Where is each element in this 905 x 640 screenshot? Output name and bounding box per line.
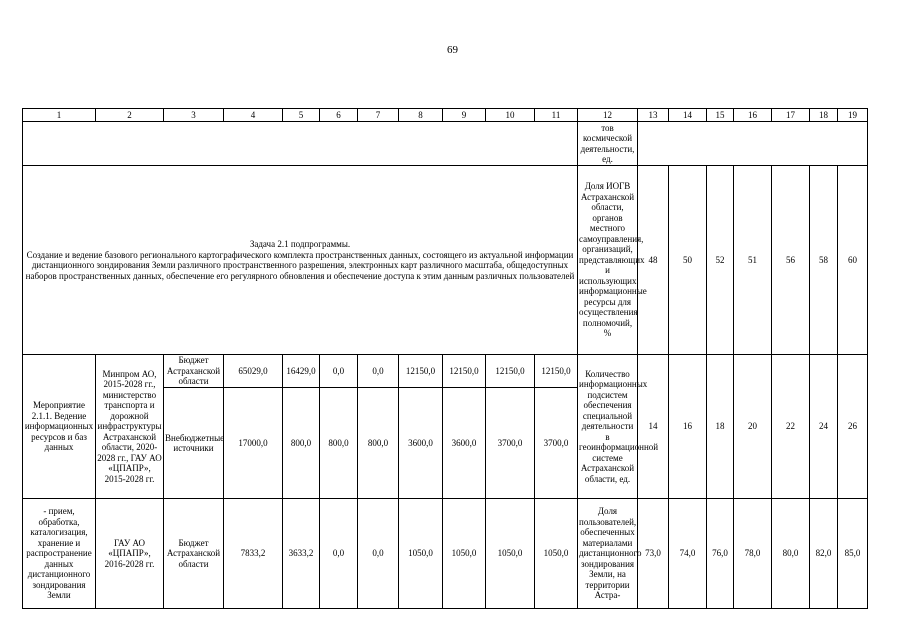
funding-value-cell: 800,0 [283,388,320,499]
funding-value-cell: 3700,0 [535,388,578,499]
funding-value-cell: 1050,0 [486,499,535,609]
task-description: Создание и ведение базового регионального картографического комплекта пространственных данных, состоящего из актуальной информации дистанционного зондирования Земли различного пространственного разрешения, электронных карт различного масштаба, общедоступных наборов пространственных данных, обеспечение его регулярного обновления и обеспечение доступа к этим данным различных пользователей [25,249,575,281]
funding-source-cell: Бюджет Астраханской области [164,355,224,388]
sub-measure-row [23,499,868,609]
col-number: 9 [443,109,486,122]
executor-cell: Минпром АО, 2015-2028 гг., министерство транспорта и дорожной инфраструктуры Астраханской области, 2020-2028 гг., ГАУ АО «ЦПАПР», 2015-2028 гг. [96,355,164,499]
value-cell: 16 [669,355,707,499]
value-cell: 24 [810,355,838,499]
value-cell: 80,0 [772,499,810,609]
funding-value-cell: 3700,0 [486,388,535,499]
funding-value-cell: 3600,0 [399,388,443,499]
executor-cell: ГАУ АО «ЦПАПР», 2016-2028 гг. [96,499,164,609]
sub-measure-name-cell: - прием, обработка, каталогизация, хранение и распространение данных дистанционного зондирования Земли [23,499,96,609]
indicator-cell: тов космической деятельности, ед. [578,122,638,166]
col-number: 15 [707,109,734,122]
funding-value-cell: 800,0 [358,388,399,499]
funding-value-cell: 3600,0 [443,388,486,499]
col-number: 1 [23,109,96,122]
value-cell: 52 [707,166,734,355]
measure-row-regional-budget [23,355,868,388]
funding-value-cell: 12150,0 [443,355,486,388]
col-number: 14 [669,109,707,122]
value-cell: 20 [734,355,772,499]
indicator-cell: Доля пользователей, обеспеченных материалами дистанционного зондирования Земли, на территории Астра- [578,499,638,609]
page-number: 69 [447,44,458,56]
funding-source-cell: Бюджет Астраханской области [164,499,224,609]
funding-value-cell: 0,0 [358,499,399,609]
value-cell: 73,0 [638,499,669,609]
col-number: 5 [283,109,320,122]
task-cell [23,166,578,355]
col-number: 2 [96,109,164,122]
value-cell: 85,0 [838,499,868,609]
program-table [22,108,868,609]
value-cell: 51 [734,166,772,355]
funding-value-cell: 16429,0 [283,355,320,388]
funding-value-cell: 17000,0 [224,388,283,499]
funding-value-cell: 0,0 [320,499,358,609]
task-row [23,166,868,355]
funding-source-cell: Внебюджетные источники [164,388,224,499]
funding-value-cell: 12150,0 [399,355,443,388]
funding-value-cell: 800,0 [320,388,358,499]
value-cell: 22 [772,355,810,499]
value-cell: 50 [669,166,707,355]
value-cell: 76,0 [707,499,734,609]
col-number: 4 [224,109,283,122]
measure-name-cell: Мероприятие 2.1.1. Ведение информационных ресурсов и баз данных [23,355,96,499]
continued-row [23,122,868,166]
col-number: 3 [164,109,224,122]
col-number: 6 [320,109,358,122]
indicator-cell: Количество информационных подсистем обеспечения специальной деятельности в геоинформационной системе Астраханской области, ед. [578,355,638,499]
funding-value-cell: 0,0 [320,355,358,388]
col-number: 17 [772,109,810,122]
value-cell: 18 [707,355,734,499]
col-number: 12 [578,109,638,122]
funding-value-cell: 12150,0 [535,355,578,388]
col-number: 13 [638,109,669,122]
value-cell: 14 [638,355,669,499]
indicator-cell: Доля ИОГВ Астраханской области, органов местного самоуправления, организаций, представляющих и использующих информационные ресурсы для осуществления полномочий, % [578,166,638,355]
col-number: 10 [486,109,535,122]
blank-cell [23,122,578,166]
task-title: Задача 2.1 подпрограммы. [249,239,351,249]
col-number: 8 [399,109,443,122]
col-number: 11 [535,109,578,122]
funding-value-cell: 7833,2 [224,499,283,609]
funding-value-cell: 0,0 [358,355,399,388]
value-cell: 74,0 [669,499,707,609]
value-cell: 78,0 [734,499,772,609]
funding-value-cell: 65029,0 [224,355,283,388]
funding-value-cell: 12150,0 [486,355,535,388]
column-number-row [23,109,868,122]
value-cell: 26 [838,355,868,499]
value-cell: 60 [838,166,868,355]
blank-cell [638,122,868,166]
funding-value-cell: 1050,0 [399,499,443,609]
value-cell: 56 [772,166,810,355]
col-number: 18 [810,109,838,122]
value-cell: 48 [638,166,669,355]
funding-value-cell: 3633,2 [283,499,320,609]
value-cell: 58 [810,166,838,355]
col-number: 16 [734,109,772,122]
value-cell: 82,0 [810,499,838,609]
col-number: 7 [358,109,399,122]
funding-value-cell: 1050,0 [535,499,578,609]
col-number: 19 [838,109,868,122]
funding-value-cell: 1050,0 [443,499,486,609]
